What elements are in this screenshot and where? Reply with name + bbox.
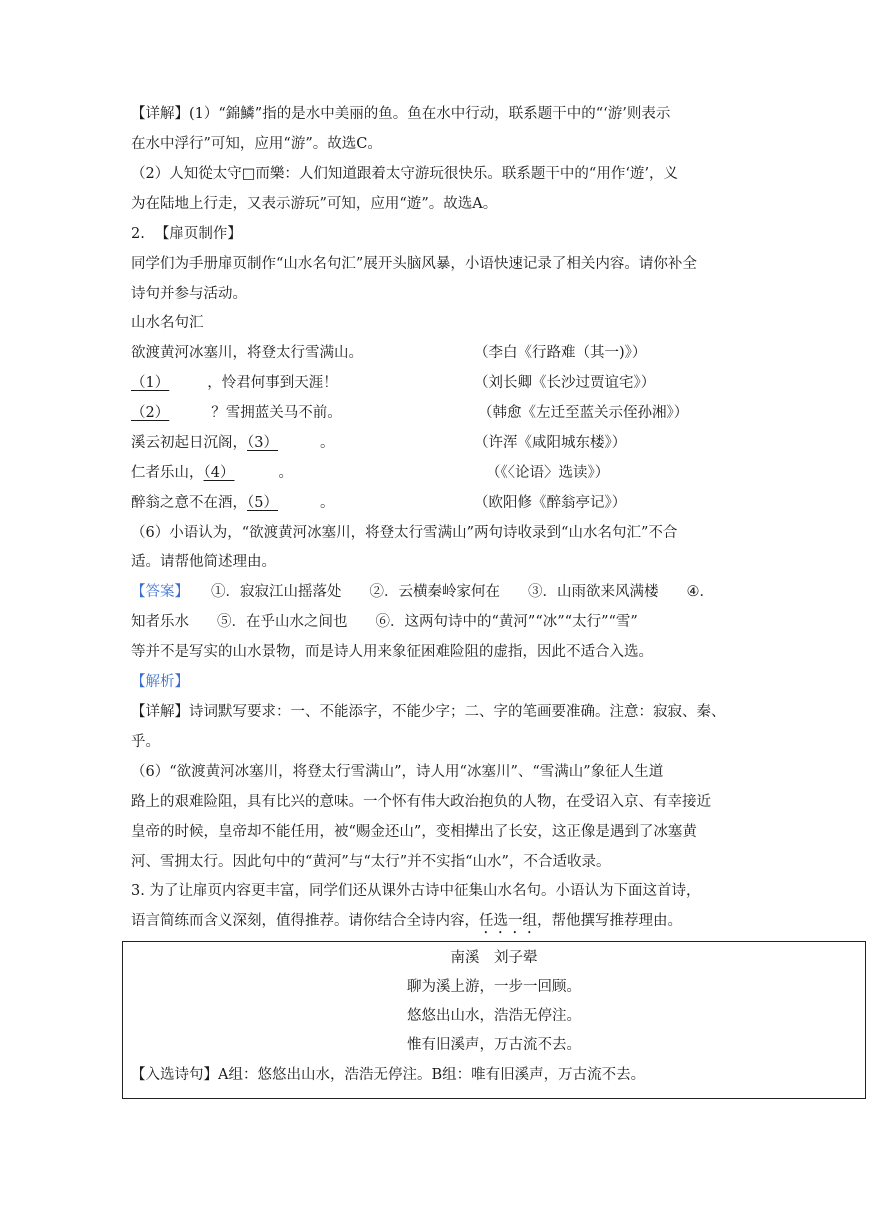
row-source: （许浑《咸阳城东楼》）	[474, 435, 627, 451]
answer-item: ②．云横秦岭家何在	[369, 584, 500, 600]
q2-title: 【扉页制作】	[154, 226, 242, 242]
answer-blank[interactable]: （4）	[203, 465, 235, 481]
detail-p2-line-1: （6）“欲渡黄河冰塞川，将登太行雪满山”，诗人用“冰塞川”、“雪满山”象征人生道	[131, 764, 664, 780]
row-text: 欲渡黄河冰塞川，将登太行雪满山。	[131, 345, 363, 361]
q1-detail-line-3: （2）人知從太守□而樂：人们知道跟着太守游玩很快乐。联系题干中的“用作‘遊’，义	[131, 166, 679, 182]
q2-heading	[131, 224, 242, 244]
poem-row	[131, 493, 334, 513]
selection-tag: 【入选诗句】	[131, 1067, 218, 1083]
answer-line-1	[131, 582, 714, 602]
row-text: 醉翁之意不在酒，	[131, 495, 247, 511]
answer-blank[interactable]: （3）	[247, 435, 278, 451]
poem-row	[131, 343, 363, 363]
answer-tag: 【答案】	[131, 584, 189, 600]
row-text: 。	[278, 465, 293, 481]
row-source: （刘长卿《长沙过贾谊宅》）	[474, 375, 656, 391]
detail-tag: 【详解】	[131, 106, 189, 122]
detail-text: (1）“錦鱗”指的是水中美丽的鱼。鱼在水中行动，联系题干中的“‘游’则表示	[189, 106, 671, 122]
row-source: （欧阳修《醉翁亭记》）	[474, 495, 627, 511]
q1-detail-line-4: 为在陆地上行走，又表示游玩”可知，应用“遊”。故选A。	[131, 196, 498, 212]
detail-text: 诗词默写要求：一、不能添字，不能少字；二、字的笔画要准确。注意：寂寂、秦、	[189, 704, 726, 720]
q6-line-1: （6）小语认为，“欲渡黄河冰塞川，将登太行雪满山”两句诗收录到“山水名句汇”不合	[131, 525, 678, 541]
q6-line-2: 适。请帮他简述理由。	[131, 552, 320, 572]
poem-line: 聊为溪上游，一步一回顾。	[407, 979, 581, 995]
q1-detail-line-2: 在水中浮行”可知，应用“游”。故选C。	[131, 136, 382, 152]
poem-box	[122, 941, 866, 1099]
emphasis-text: 任选一组	[479, 913, 537, 929]
detail-line-2: 乎。	[131, 734, 160, 750]
row-text: 。	[319, 435, 335, 451]
q3-line-2: 语言简练而含义深刻，值得推荐。请你结合全诗内容，任选一组，帮他撰写推荐理由。	[131, 913, 682, 929]
row-source: （李白《行路难（其一)》）	[474, 345, 647, 361]
row-text: 。	[319, 495, 335, 511]
poem-row	[131, 463, 293, 483]
answer-blank[interactable]	[276, 554, 320, 570]
poem-row	[131, 373, 338, 393]
q2-intro-line-2: 诗句并参与活动。	[131, 286, 247, 302]
answer-blank[interactable]: （2）	[131, 405, 170, 421]
selection-text: A组：悠悠出山水，浩浩无停注。B组：唯有旧溪声，万古流不去。	[218, 1067, 646, 1083]
row-text: 仁者乐山，	[131, 465, 204, 481]
row-text: ？雪拥蓝关马不前。	[211, 405, 342, 421]
detail-p2-line-4: 河、雪拥太行。因此句中的“黄河”与“太行”并不实指“山水”，不合适收录。	[131, 854, 611, 870]
row-source: （韩愈《左迁至蓝关示侄孙湘》）	[478, 405, 689, 421]
answer-item: ①．寂寂江山摇落处	[211, 584, 342, 600]
poem-line: 悠悠出山水，浩浩无停注。	[407, 1008, 581, 1024]
answer-item: 知者乐水	[131, 614, 189, 630]
row-text: ，怜君何事到天涯！	[207, 375, 338, 391]
poem-line: 惟有旧溪声，万古流不去。	[407, 1037, 581, 1053]
answer-item: ⑤．在乎山水之间也	[217, 614, 348, 630]
answer-item: ⑥．这两句诗中的“黄河”“冰”“太行”“雪”	[375, 614, 638, 630]
row-text: 溪云初起日沉阁，	[131, 435, 247, 451]
row-source: （《〈论语〉选读》）	[486, 465, 610, 481]
answer-item: ④．	[686, 584, 714, 600]
q2-intro-line-1: 同学们为手册扉页制作“山水名句汇”展开头脑风暴，小语快速记录了相关内容。请你补全	[131, 256, 697, 272]
detail-p2-line-2: 路上的艰难险阻，具有比兴的意味。一个怀有伟大政治抱负的人物，在受诏入京、有幸接近	[131, 794, 711, 810]
poem-row	[131, 403, 342, 423]
selection-line	[131, 1065, 645, 1085]
q3-line-1: 3. 为了让扉页内容更丰富，同学们还从课外古诗中征集山水名句。小语认为下面这首诗，	[131, 883, 701, 899]
analysis-tag: 【解析】	[131, 674, 189, 690]
detail-line-1	[131, 702, 726, 722]
answer-blank[interactable]: （1）	[131, 375, 170, 391]
answer-blank[interactable]: （5）	[247, 495, 278, 511]
detail-tag: 【详解】	[131, 704, 189, 720]
q2-number: 2.	[131, 226, 145, 242]
poem-row	[131, 433, 334, 453]
q1-detail-line-1	[131, 104, 670, 124]
poem-title: 南溪 刘子翚	[450, 950, 538, 966]
answer-item: ③．山雨欲来风满楼	[528, 584, 659, 600]
answer-line-2	[131, 612, 638, 632]
answer-line-3: 等并不是写实的山水景物，而是诗人用来象征困难险阻的虚指，因此不适合入选。	[131, 644, 653, 660]
detail-p2-line-3: 皇帝的时候，皇帝却不能任用，被“赐金还山”，变相撵出了长安，这正像是遇到了冰塞黄	[131, 824, 697, 840]
section-heading: 山水名句汇	[131, 315, 204, 331]
